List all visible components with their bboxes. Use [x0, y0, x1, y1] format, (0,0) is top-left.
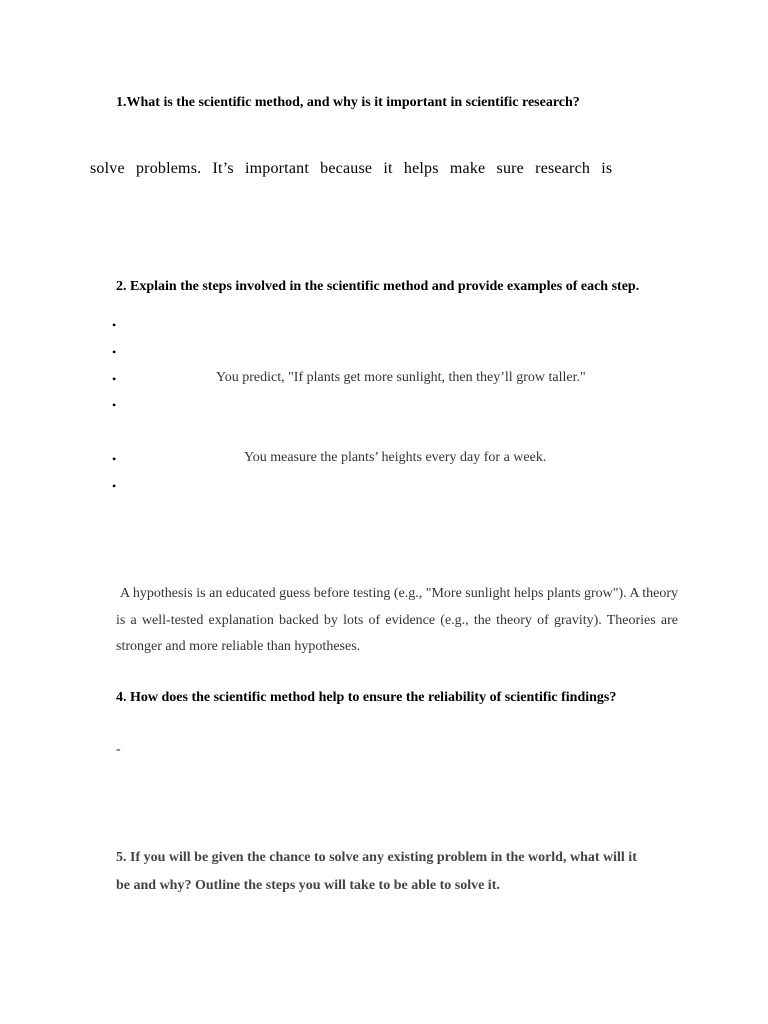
bullet-marker: •: [112, 372, 117, 386]
bullet-marker: •: [112, 318, 117, 332]
question-5-line-2: be and why? Outline the steps you will take to be able to solve it.: [116, 878, 500, 893]
answer-1-fragment: solve problems. It’s important because it helps make sure research is: [90, 160, 613, 177]
bullet-marker: •: [112, 398, 117, 412]
bullet-text-measurement: You measure the plants’ heights every day for a week.: [244, 450, 547, 465]
bullet-marker: •: [112, 452, 117, 466]
answer-3-text: A hypothesis is an educated guess before testing (e.g., "More sunlight helps plants grow"). A theory is a well-tested explanation backed by lots of evidence (e.g., the theory of gravity). Theories are stronger and more reliable than hypotheses.: [116, 586, 678, 654]
question-1: 1.What is the scientific method, and why is it important in scientific research?: [116, 95, 580, 110]
question-4: 4. How does the scientific method help to ensure the reliability of scientific findings?: [116, 690, 617, 705]
bullet-marker: •: [112, 345, 117, 359]
question-5-line-1: 5. If you will be given the chance to solve any existing problem in the world, what will it: [116, 850, 637, 865]
answer-4: -: [116, 742, 121, 757]
answer-3-paragraph: [116, 581, 678, 661]
bullet-text-prediction: You predict, "If plants get more sunlight, then they’ll grow taller.": [216, 370, 586, 385]
bullet-marker: •: [112, 479, 117, 493]
question-2: 2. Explain the steps involved in the scientific method and provide examples of each step.: [116, 279, 640, 294]
